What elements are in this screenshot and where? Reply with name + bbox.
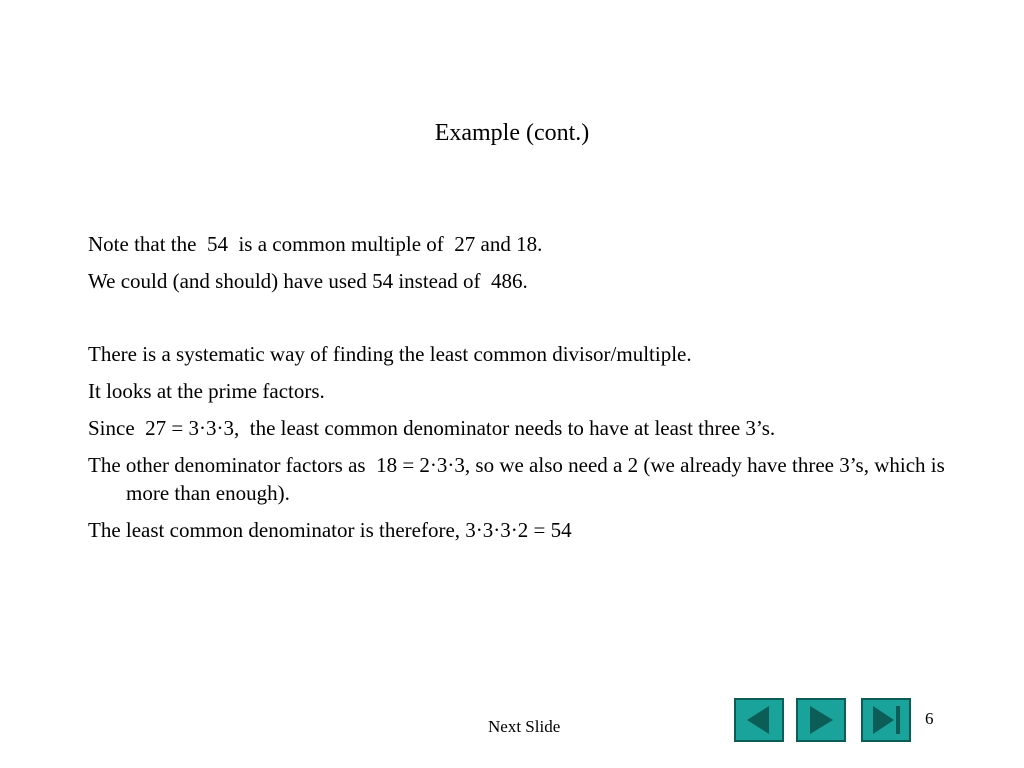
body-line: The least common denominator is therefore, 3·3·3·2 = 54	[88, 518, 572, 542]
slide-body	[88, 230, 958, 553]
body-line: We could (and should) have used 54 instead of 486.	[88, 269, 528, 293]
last-slide-button[interactable]	[861, 698, 911, 742]
slide-title: Example (cont.)	[434, 120, 590, 146]
body-line: It looks at the prime factors.	[88, 379, 325, 403]
body-line: Since 27 = 3·3·3, the least common denominator needs to have at least three 3’s.	[88, 416, 776, 440]
body-line: The other denominator factors as 18 = 2·3·3, so we also need a 2 (we already have three 3’s, which is more than enough).	[88, 453, 951, 505]
slide-number: 6	[925, 709, 934, 728]
triangle-right-icon	[798, 700, 844, 740]
next-slide-link[interactable]: Next Slide	[488, 717, 561, 736]
next-slide-button[interactable]	[796, 698, 846, 742]
previous-slide-button[interactable]	[734, 698, 784, 742]
skip-end-icon	[863, 700, 909, 740]
paragraph-spacer	[88, 304, 958, 340]
body-line: There is a systematic way of finding the least common divisor/multiple.	[88, 342, 692, 366]
triangle-left-icon	[736, 700, 782, 740]
body-line: Note that the 54 is a common multiple of 27 and 18.	[88, 232, 543, 256]
